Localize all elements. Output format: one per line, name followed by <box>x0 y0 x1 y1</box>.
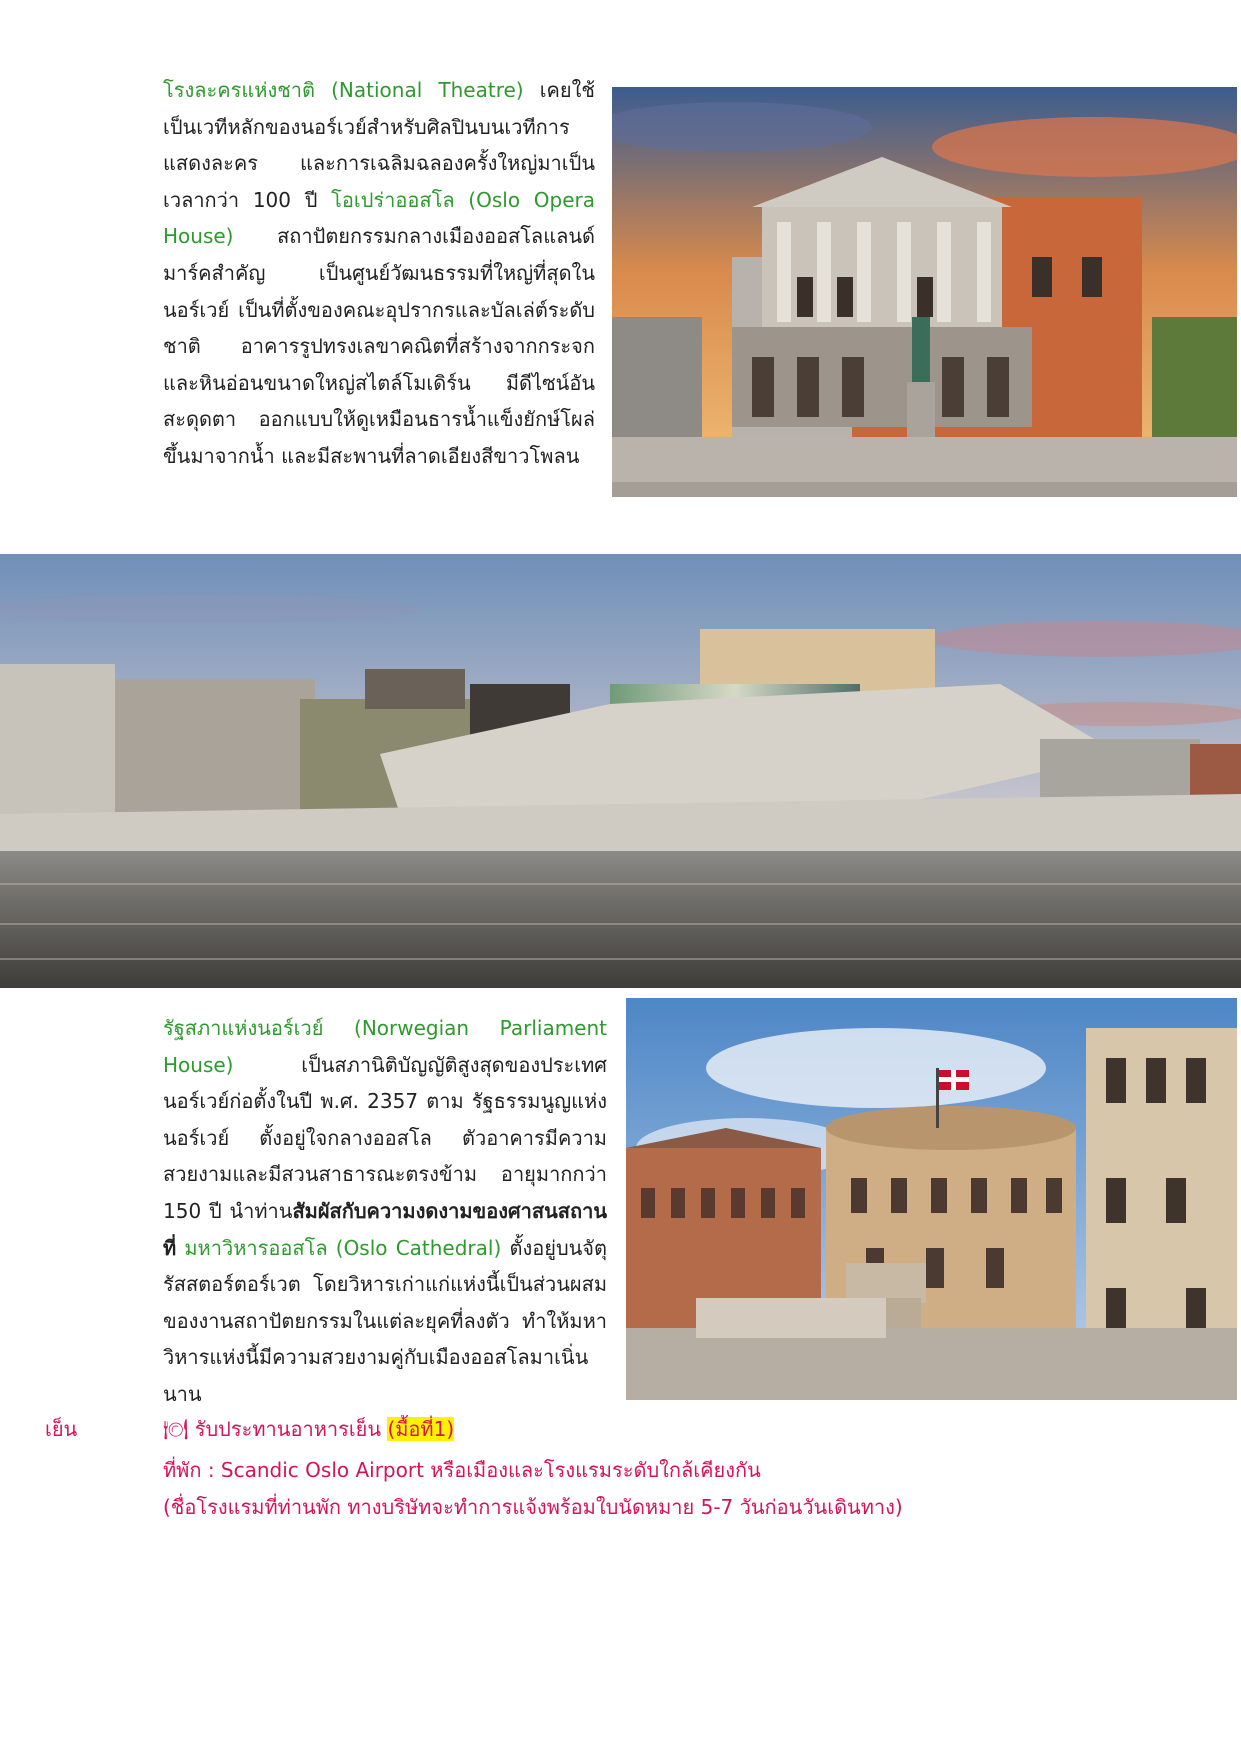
meal-tag: (มื้อที่1) <box>387 1417 455 1441</box>
dinner-line: 🍽 รับประทานอาหารเย็น (มื้อที่1) <box>163 1417 455 1441</box>
oslo-opera-title: โอเปร่าออสโล (Oslo Opera House) <box>163 187 595 249</box>
national-theatre-photo <box>612 87 1237 497</box>
evening-label: เย็น <box>45 1417 78 1441</box>
national-theatre-paragraph: โรงละครแห่งชาติ (National Theatre) เคยใช้เป็นเวทีหลักของนอร์เวย์สำหรับศิลปินบนเวทีการแสดงละคร และการเฉลิมฉลองครั้งใหญ่มาเป็นเวลากว่า 100 ปี โอเปร่าออสโล (Oslo Opera House) สถาปัตยกรรมกลางเมืองออสโลแลนด์มาร์คสำคัญ เป็นศูนย์วัฒนธรรมที่ใหญ่ที่สุดในนอร์เวย์ เป็นที่ตั้งของคณะอุปรากรและบัลเล่ต์ระดับชาติ อาคารรูปทรงเลขาคณิตที่สร้างจากกระจกและหินอ่อนขนาดใหญ่สไตล์โมเดิร์น มีดีไซน์อันสะดุดตา ออกแบบให้ดูเหมือนธารน้ำแข็งยักษ์โผล่ขึ้นมาจากน้ำ และมีสะพานที่ลาดเอียงสีขาวโพลน <box>163 78 595 468</box>
parliament-title: รัฐสภาแห่งนอร์เวย์ (Norwegian Parliament House) <box>163 1016 607 1077</box>
oslo-cathedral-title: มหาวิหารออสโล (Oslo Cathedral) <box>184 1235 502 1260</box>
dinner-icon: 🍽 <box>163 1417 189 1441</box>
oslo-opera-house-photo <box>0 554 1241 988</box>
hotel-line: ที่พัก : Scandic Oslo Airport หรือเมืองและโรงแรมระดับใกล้เคียงกัน <box>163 1458 761 1482</box>
parliament-photo <box>626 998 1237 1400</box>
hotel-note: (ชื่อโรงแรมที่ท่านพัก ทางบริษัทจะทำการแจ้งพร้อมใบนัดหมาย 5-7 วันก่อนวันเดินทาง) <box>163 1495 903 1519</box>
parliament-paragraph: รัฐสภาแห่งนอร์เวย์ (Norwegian Parliament House) เป็นสภานิติบัญญัติสูงสุดของประเทศนอร์เวย์ก่อตั้งในปี พ.ศ. 2357 ตาม รัฐธรรมนูญแห่งนอร์เวย์ ตั้งอยู่ใจกลางออสโล ตัวอาคารมีความสวยงามและมีสวนสาธารณะตรงข้าม อายุมากกว่า 150 ปี นำท่านสัมผัสกับความงดงามของศาสนสถานที่ มหาวิหารออสโล (Oslo Cathedral) ตั้งอยู่บนจัตุรัสสตอร์ตอร์เวต โดยวิหารเก่าแก่แห่งนี้เป็นส่วนผสมของงานสถาปัตยกรรมในแต่ละยุคที่ลงตัว ทำให้มหาวิหารแห่งนี้มีความสวยงามคู่กับเมืองออสโลมาเนิ่นนาน <box>163 1016 608 1406</box>
national-theatre-title: โรงละครแห่งชาติ (National Theatre) <box>163 78 524 102</box>
